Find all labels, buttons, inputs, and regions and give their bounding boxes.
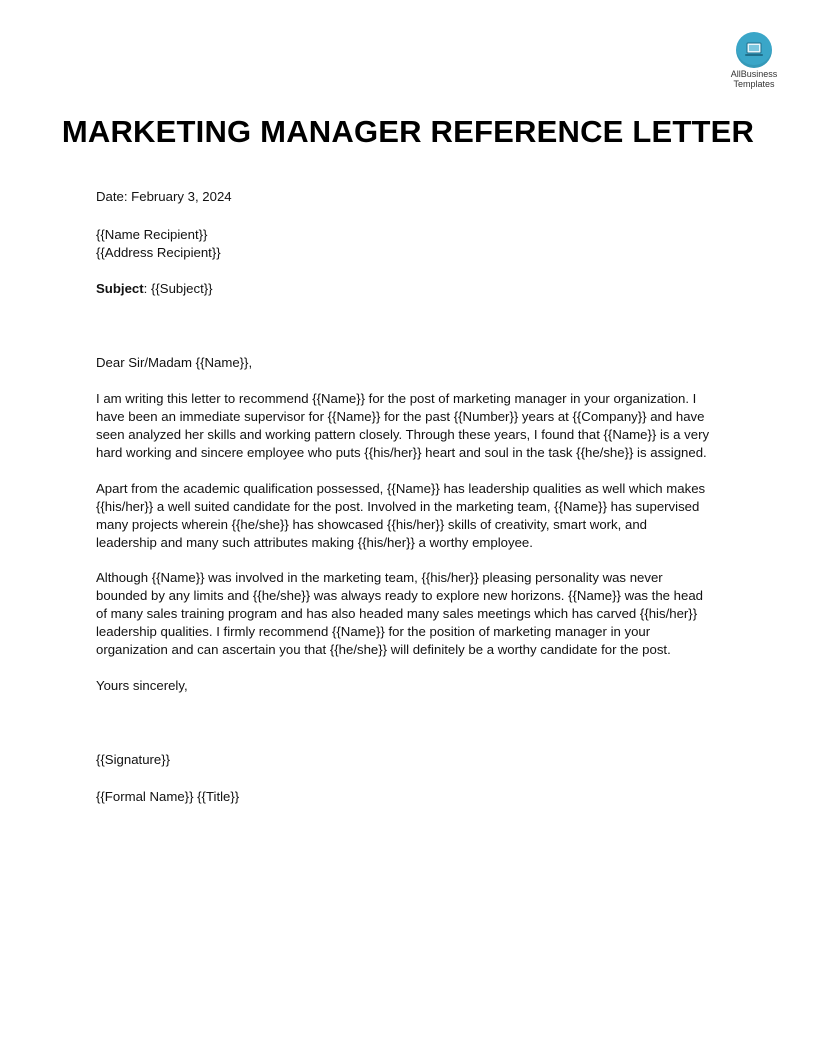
paragraph-line: seen analyzed her skills and working pattern closely. Through these years, I found that {{Name}} is a very (96, 427, 710, 442)
date-line: Date: February 3, 2024 (96, 189, 232, 204)
paragraph-line: {{his/her}} a well suited candidate for the post. Involved in the marketing team, {{Name}} has supervised (96, 499, 700, 514)
subject-label: Subject (96, 281, 144, 296)
formal-name-line: {{Formal Name}} {{Title}} (96, 789, 240, 804)
paragraph-line: hard working and sincere employee who puts {{his/her}} heart and soul in the task {{he/she}} is assigned. (96, 445, 707, 460)
paragraph-line: leadership and many such attributes making {{his/her}} a worthy employee. (96, 535, 533, 550)
salutation (96, 354, 722, 372)
salutation-line: Dear Sir/Madam {{Name}}, (96, 355, 253, 370)
formal-name (96, 788, 722, 806)
letter-date (96, 188, 722, 206)
logo-line-1: AllBusiness (730, 69, 778, 79)
paragraph-line: leadership qualities. I firmly recommend {{Name}} for the position of marketing manager in your (96, 624, 651, 639)
paragraph-line: Although {{Name}} was involved in the marketing team, {{his/her}} pleasing personality was never (96, 570, 663, 585)
allbusiness-templates-logo[interactable] (722, 32, 786, 89)
paragraph-line: organization and can ascertain you that {{he/she}} will definitely be a worthy candidate for the post. (96, 642, 671, 657)
paragraph-line: I am writing this letter to recommend {{Name}} for the post of marketing manager in your organization. I (96, 391, 697, 406)
paragraph-3 (96, 569, 722, 659)
recipient-name: {{Name Recipient}} (96, 227, 208, 242)
closing-line: Yours sincerely, (96, 678, 188, 693)
paragraph-2 (96, 480, 722, 552)
subject-value: : {{Subject}} (143, 281, 213, 296)
recipient-block (96, 226, 722, 262)
paragraph-line: many projects wherein {{he/she}} has showcased {{his/her}} skills of creativity, smart work, and (96, 517, 647, 532)
paragraph-line: have been an immediate supervisor for {{Name}} for the past {{Number}} years at {{Company}} and have (96, 409, 705, 424)
paragraph-line: Apart from the academic qualification possessed, {{Name}} has leadership qualities as well which makes (96, 481, 706, 496)
signature (96, 751, 722, 769)
subject-line (96, 280, 722, 298)
document-title: MARKETING MANAGER REFERENCE LETTER (61, 114, 755, 149)
recipient-address: {{Address Recipient}} (96, 245, 221, 260)
paragraph-line: of many sales training program and has also headed many sales meetings which has carved {{his/her}} (96, 606, 698, 621)
signature-line: {{Signature}} (96, 752, 171, 767)
laptop-icon (736, 32, 772, 68)
closing (96, 677, 722, 695)
logo-text (722, 69, 786, 89)
paragraph-1 (96, 390, 722, 462)
logo-line-2: Templates (733, 79, 775, 89)
paragraph-line: bounded by any limits and {{he/she}} was always ready to explore new horizons. {{Name}} was the head (96, 588, 704, 603)
